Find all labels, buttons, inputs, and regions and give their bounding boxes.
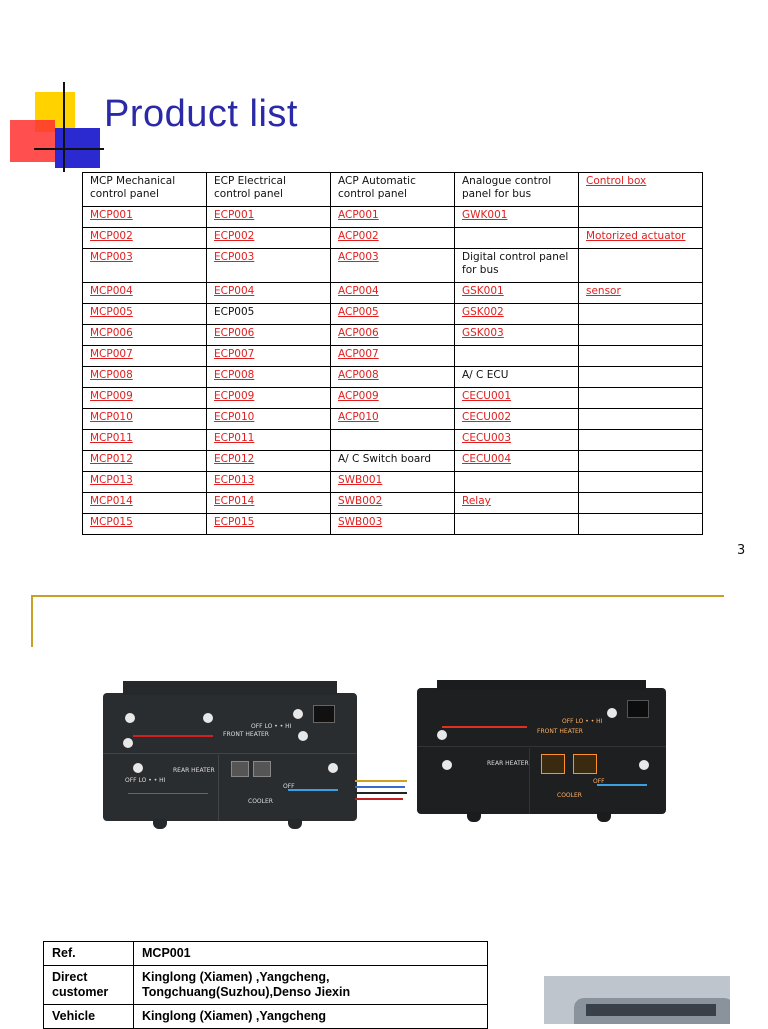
table-row xyxy=(83,388,703,409)
product-link[interactable]: MCP008 xyxy=(83,367,207,388)
table-cell: A/ C Switch board xyxy=(331,451,455,472)
panel-top-bracket xyxy=(123,681,337,695)
slider-knob xyxy=(203,713,213,723)
push-button xyxy=(627,700,649,718)
product-link[interactable]: GWK001 xyxy=(455,207,579,228)
product-link[interactable]: ECP006 xyxy=(207,325,331,346)
product-link[interactable]: ECP002 xyxy=(207,228,331,249)
control-panel-photo-2 xyxy=(417,688,666,814)
product-link[interactable]: SWB003 xyxy=(331,514,455,535)
slider-knob xyxy=(328,763,338,773)
decor-red-square xyxy=(10,120,55,162)
product-link[interactable]: ECP014 xyxy=(207,493,331,514)
info-label: Vehicle xyxy=(44,1005,134,1029)
product-link[interactable]: ACP001 xyxy=(331,207,455,228)
product-link[interactable]: ECP015 xyxy=(207,514,331,535)
empty-cell xyxy=(579,325,703,346)
product-link[interactable]: ECP003 xyxy=(207,249,331,283)
product-link[interactable]: MCP013 xyxy=(83,472,207,493)
table-row xyxy=(83,346,703,367)
bus-photo xyxy=(544,976,730,1024)
product-link[interactable]: MCP010 xyxy=(83,409,207,430)
product-link[interactable]: MCP006 xyxy=(83,325,207,346)
wire-harness xyxy=(355,798,403,800)
product-link[interactable]: ECP009 xyxy=(207,388,331,409)
product-link[interactable]: ACP008 xyxy=(331,367,455,388)
off-label: OFF xyxy=(593,778,605,785)
product-link[interactable]: ECP004 xyxy=(207,283,331,304)
empty-cell xyxy=(331,430,455,451)
product-link[interactable]: GSK003 xyxy=(455,325,579,346)
product-link[interactable]: CECU004 xyxy=(455,451,579,472)
product-link[interactable]: ECP008 xyxy=(207,367,331,388)
empty-cell xyxy=(579,514,703,535)
empty-cell xyxy=(579,409,703,430)
info-value: MCP001 xyxy=(134,942,488,966)
slider-knob xyxy=(442,760,452,770)
slider-knob xyxy=(293,709,303,719)
illuminated-icons xyxy=(437,716,517,722)
empty-cell xyxy=(455,514,579,535)
column-header: MCP Mechanical control panel xyxy=(83,173,207,207)
push-button xyxy=(313,705,335,723)
table-row xyxy=(83,451,703,472)
empty-cell xyxy=(455,472,579,493)
table-row xyxy=(83,304,703,325)
info-value: Kinglong (Xiamen) ,Yangcheng, Tongchuang(Suzhou),Denso Jiexin xyxy=(134,966,488,1005)
slider-knob xyxy=(607,708,617,718)
table-cell: Digital control panel for bus xyxy=(455,249,579,283)
empty-cell xyxy=(579,388,703,409)
empty-cell xyxy=(579,304,703,325)
info-value: Kinglong (Xiamen) ,Yangcheng xyxy=(134,1005,488,1029)
header-link[interactable]: Control box xyxy=(579,173,703,207)
table-row xyxy=(83,493,703,514)
fan-speed-label: OFF LO • • HI xyxy=(251,723,292,730)
empty-cell xyxy=(579,249,703,283)
wire-harness xyxy=(355,786,405,788)
page-number: 3 xyxy=(737,543,746,558)
product-link[interactable]: CECU003 xyxy=(455,430,579,451)
empty-cell xyxy=(579,207,703,228)
product-link[interactable]: ACP009 xyxy=(331,388,455,409)
slider-knob xyxy=(133,763,143,773)
product-link[interactable]: MCP001 xyxy=(83,207,207,228)
info-row xyxy=(44,942,488,966)
slider-knob xyxy=(123,738,133,748)
product-link[interactable]: MCP015 xyxy=(83,514,207,535)
page-title: Product list xyxy=(104,93,298,135)
decor-horizontal-line xyxy=(34,148,104,150)
front-heater-label: FRONT HEATER xyxy=(537,728,583,735)
product-link[interactable]: MCP005 xyxy=(83,304,207,325)
product-link[interactable]: ECP007 xyxy=(207,346,331,367)
empty-cell xyxy=(579,451,703,472)
table-cell: A/ C ECU xyxy=(455,367,579,388)
product-link[interactable]: ACP005 xyxy=(331,304,455,325)
product-table xyxy=(82,172,703,535)
decor-vertical-line xyxy=(63,82,65,172)
table-row xyxy=(83,409,703,430)
table-cell: ECP005 xyxy=(207,304,331,325)
wire-harness xyxy=(355,792,407,794)
product-link[interactable]: Relay xyxy=(455,493,579,514)
panel-top-bracket xyxy=(437,680,646,690)
empty-cell xyxy=(579,493,703,514)
product-link[interactable]: ACP010 xyxy=(331,409,455,430)
product-link[interactable]: MCP011 xyxy=(83,430,207,451)
table-row xyxy=(83,472,703,493)
table-row xyxy=(83,325,703,346)
product-link[interactable]: ACP007 xyxy=(331,346,455,367)
table-row xyxy=(83,430,703,451)
empty-cell xyxy=(579,367,703,388)
product-link[interactable]: MCP004 xyxy=(83,283,207,304)
cooler-label: COOLER xyxy=(557,792,582,799)
product-link[interactable]: MCP003 xyxy=(83,249,207,283)
fan-speed-label: OFF LO • • HI xyxy=(125,777,166,784)
info-row xyxy=(44,1005,488,1029)
product-link[interactable]: MCP014 xyxy=(83,493,207,514)
cooler-label: COOLER xyxy=(248,798,273,805)
column-header: Analogue control panel for bus xyxy=(455,173,579,207)
product-info-table xyxy=(43,941,488,1029)
info-label: Ref. xyxy=(44,942,134,966)
slider-knob xyxy=(298,731,308,741)
product-link[interactable]: MCP002 xyxy=(83,228,207,249)
front-heater-label: FRONT HEATER xyxy=(223,731,269,738)
product-link[interactable]: sensor xyxy=(579,283,703,304)
info-row xyxy=(44,966,488,1005)
product-link[interactable]: ECP010 xyxy=(207,409,331,430)
wire-harness xyxy=(355,780,407,782)
product-link[interactable]: ECP012 xyxy=(207,451,331,472)
product-link[interactable]: MCP012 xyxy=(83,451,207,472)
column-header: ACP Automatic control panel xyxy=(331,173,455,207)
product-link[interactable]: SWB001 xyxy=(331,472,455,493)
table-row xyxy=(83,283,703,304)
info-label: Direct customer xyxy=(44,966,134,1005)
table-row xyxy=(83,514,703,535)
table-header-row xyxy=(83,173,703,207)
divider-rule-vertical xyxy=(31,595,33,647)
off-label: OFF xyxy=(283,783,295,790)
product-link[interactable]: ACP006 xyxy=(331,325,455,346)
empty-cell xyxy=(455,346,579,367)
product-link[interactable]: SWB002 xyxy=(331,493,455,514)
slider-knob xyxy=(639,760,649,770)
push-button xyxy=(573,754,597,774)
product-link[interactable]: ECP001 xyxy=(207,207,331,228)
table-row xyxy=(83,207,703,228)
table-row xyxy=(83,228,703,249)
product-link[interactable]: MCP007 xyxy=(83,346,207,367)
product-link[interactable]: CECU002 xyxy=(455,409,579,430)
product-link[interactable]: ACP004 xyxy=(331,283,455,304)
product-link[interactable]: Motorized actuator xyxy=(579,228,703,249)
rear-heater-label: REAR HEATER xyxy=(487,760,529,767)
empty-cell xyxy=(455,228,579,249)
control-panel-photo-1 xyxy=(103,693,357,821)
rear-heater-label: REAR HEATER xyxy=(173,767,215,774)
product-link[interactable]: GSK001 xyxy=(455,283,579,304)
divider-rule xyxy=(32,595,724,597)
product-link[interactable]: ACP003 xyxy=(331,249,455,283)
empty-cell xyxy=(579,472,703,493)
table-row xyxy=(83,367,703,388)
product-link[interactable]: ECP013 xyxy=(207,472,331,493)
push-button xyxy=(231,761,249,777)
product-link[interactable]: GSK002 xyxy=(455,304,579,325)
product-link[interactable]: CECU001 xyxy=(455,388,579,409)
push-button xyxy=(253,761,271,777)
empty-cell xyxy=(579,346,703,367)
table-row xyxy=(83,249,703,283)
slider-knob xyxy=(125,713,135,723)
push-button xyxy=(541,754,565,774)
product-link[interactable]: ACP002 xyxy=(331,228,455,249)
slider-knob xyxy=(437,730,447,740)
column-header: ECP Electrical control panel xyxy=(207,173,331,207)
fan-speed-label: OFF LO • • HI xyxy=(562,718,603,725)
product-link[interactable]: ECP011 xyxy=(207,430,331,451)
empty-cell xyxy=(579,430,703,451)
product-link[interactable]: MCP009 xyxy=(83,388,207,409)
